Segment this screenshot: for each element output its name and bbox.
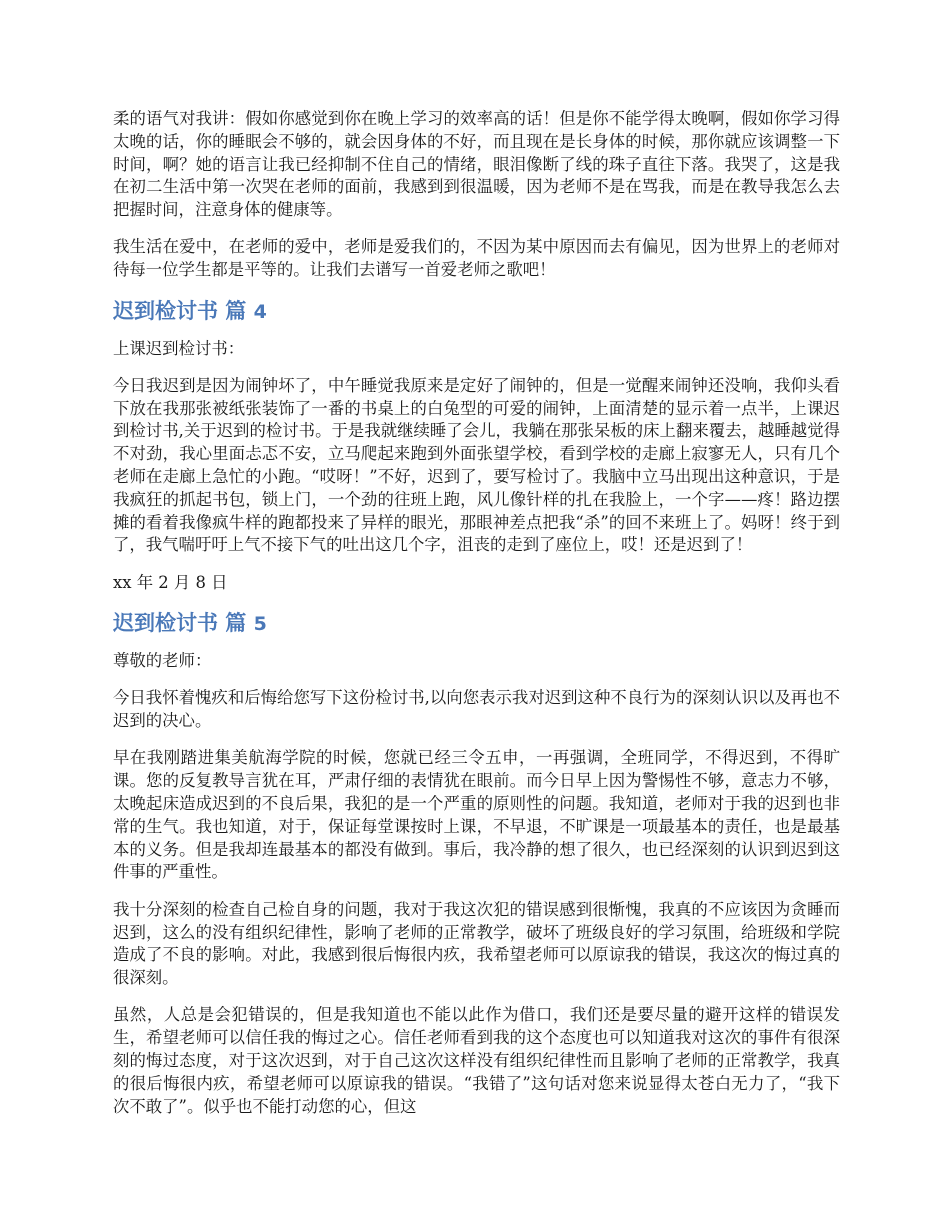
paragraph: 上课迟到检讨书： — [113, 338, 245, 358]
paragraph: 我十分深刻的检查自己检自身的问题，我对于我这次犯的错误感到很惭愧，我真的不应该因为贪睡而迟到，这么的没有组织纪律性，影响了老师的正常教学，破坏了班级良好的学习氛围，给班级和学院造成了不良的影响。对此，我感到很后悔很内疚，我希望老师可以原谅我的错误，我这次的悔过真的很深刻。 — [113, 899, 840, 988]
date-line: xx 年 2 月 8 日 — [113, 572, 228, 592]
section-heading — [113, 609, 840, 638]
section-heading-number: 4 — [253, 300, 267, 323]
section-heading — [113, 297, 840, 326]
paragraph: 我生活在爱中，在老师的爱中，老师是爱我们的，不因为某中原因而去有偏见，因为世界上的老师对待每一位学生都是平等的。让我们去谱写一首爱老师之歌吧！ — [113, 237, 840, 280]
paragraph: 早在我刚踏进集美航海学院的时候，您就已经三令五申，一再强调，全班同学，不得迟到，不得旷课。您的反复教导言犹在耳，严肃仔细的表情犹在眼前。而今日早上因为警惕性不够，意志力不够，太晚起床造成迟到的不良后果，我犯的是一个严重的原则性的问题。我知道，老师对于我的迟到也非常的生气。我也知道，对于，保证每堂课按时上课，不早退，不旷课是一项最基本的责任，也是最基本的义务。但是我却连最基本的都没有做到。事后，我冷静的想了很久，也已经深刻的认识到迟到这件事的严重性。 — [113, 748, 840, 882]
paragraph: 柔的语气对我讲：假如你感觉到你在晚上学习的效率高的话！但是你不能学得太晚啊，假如你学习得太晚的话，你的睡眠会不够的，就会因身体的不好，而且现在是长身体的时候，那你就应该调整一下时间，啊？她的语言让我已经抑制不住自己的情绪，眼泪像断了线的珠子直往下落。我哭了，这是我在初二生活中第一次哭在老师的面前，我感到到很温暖，因为老师不是在骂我，而是在教导我怎么去把握时间，注意身体的健康等。 — [113, 109, 840, 220]
section-heading-text: 迟到检讨书 篇 — [113, 298, 247, 323]
salutation: 尊敬的老师： — [113, 651, 212, 671]
paragraph: 今日我怀着愧疚和后悔给您写下这份检讨书,以向您表示我对迟到这种不良行为的深刻认识以及再也不迟到的决心。 — [113, 688, 840, 731]
document-page — [113, 108, 840, 1133]
section-heading-text: 迟到检讨书 篇 — [113, 611, 247, 636]
section-heading-number: 5 — [253, 613, 267, 636]
paragraph: 今日我迟到是因为闹钟坏了，中午睡觉我原来是定好了闹钟的，但是一觉醒来闹钟还没响，我仰头看下放在我那张被纸张装饰了一番的书桌上的白兔型的可爱的闹钟，上面清楚的显示着一点半，上课迟到检讨书,关于迟到的检讨书。于是我就继续睡了会儿，我躺在那张呆板的床上翻来覆去，越睡越觉得不对劲，我心里面忐忑不安，立马爬起来跑到外面张望学校，看到学校的走廊上寂寥无人，只有几个老师在走廊上急忙的小跑。“哎呀！”不好，迟到了，要写检讨了。我脑中立马出现出这种意识，于是我疯狂的抓起书包，锁上门，一个劲的往班上跑，风儿像针样的扎在我脸上，一个字——疼！路边摆摊的看着我像疯牛样的跑都投来了异样的眼光，那眼神差点把我“杀”的回不来班上了。妈呀！终于到了，我气喘吁吁上气不接下气的吐出这几个字，沮丧的走到了座位上，哎！还是迟到了！ — [113, 375, 840, 555]
paragraph: 虽然，人总是会犯错误的，但是我知道也不能以此作为借口，我们还是要尽量的避开这样的错误发生，希望老师可以信任我的悔过之心。信任老师看到我的这个态度也可以知道我对这次的事件有很深刻的悔过态度，对于这次迟到，对于自己这次这样没有组织纪律性而且影响了老师的正常教学，我真的很后悔很内疚，希望老师可以原谅我的错误。“我错了”这句话对您来说显得太苍白无力了，“我下次不敢了”。似乎也不能打动您的心，但这 — [113, 1005, 840, 1116]
